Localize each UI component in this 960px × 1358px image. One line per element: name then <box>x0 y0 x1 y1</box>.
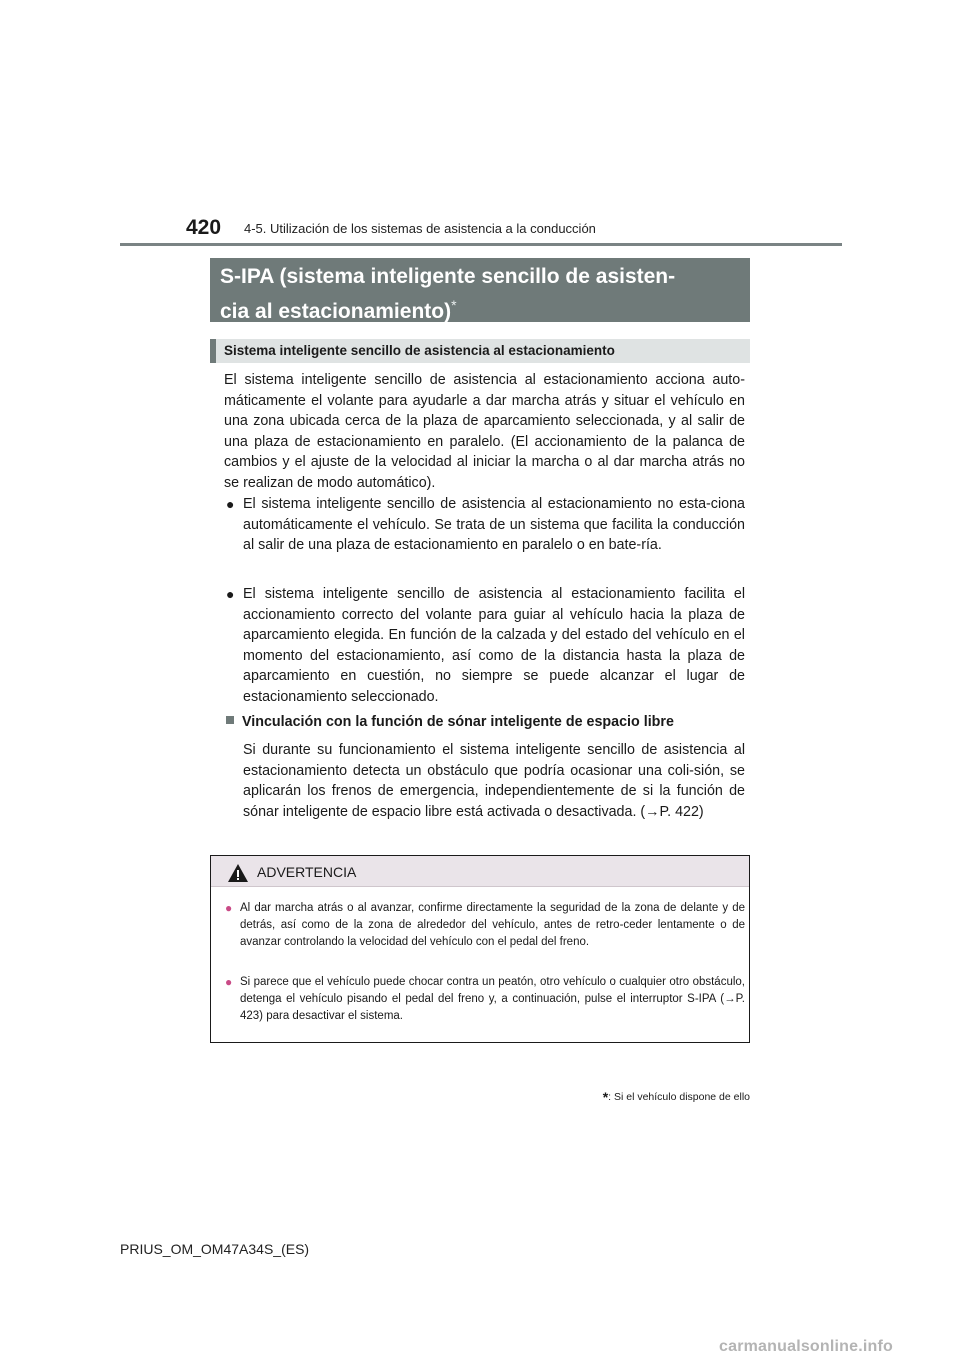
chapter-title: 4-5. Utilización de los sistemas de asistencia a la conducción <box>244 221 596 236</box>
warning-triangle-icon <box>227 863 249 883</box>
warning-item <box>225 900 745 952</box>
document-code: PRIUS_OM_OM47A34S_(ES) <box>120 1241 310 1257</box>
sonar-heading <box>226 714 674 730</box>
warning-item <box>225 974 745 1026</box>
title-asterisk: * <box>451 297 457 313</box>
bullet-icon: ● <box>226 496 235 512</box>
warning-text: Al dar marcha atrás o al avanzar, confirme directamente la seguridad de la zona de delante y de detrás, así como de la zona de alrededor del vehículo, antes de retro-ceder lentamente o de avanzar controlando la velocidad del vehículo con el pedal del freno. <box>240 902 745 949</box>
bullet-icon: ● <box>226 586 235 602</box>
watermark: carmanualsonline.info <box>719 1338 894 1355</box>
section-title-line2: cia al estacionamiento) <box>220 300 452 323</box>
warning-header <box>211 856 749 887</box>
bullet-text: El sistema inteligente sencillo de asistencia al estacionamiento facilita el accionamiento correcto del volante para guiar al vehículo hacia la plaza de aparcamiento elegida. En función de la calzada y del estado del vehículo en el momento del estacionamiento, así como de la distancia hasta la plaza de aparcamiento en cuestión, no siempre se puede alcanzar el lugar de estacionamiento seleccionado. <box>243 586 745 705</box>
square-bullet-icon <box>226 716 234 724</box>
section-title <box>210 258 750 322</box>
sonar-heading-text: Vinculación con la función de sónar inteligente de espacio libre <box>242 714 674 730</box>
footnote-asterisk: * <box>602 1089 609 1105</box>
warning-bullet-icon: ● <box>225 975 233 989</box>
warning-box <box>210 855 750 1043</box>
bullet-text: El sistema inteligente sencillo de asistencia al estacionamiento no esta-ciona automáticamente el vehículo. Se trata de un sistema que facilita la conducción al salir de una plaza de estacionamiento en paralelo o en bate-ría. <box>243 496 745 554</box>
warning-label: ADVERTENCIA <box>257 864 357 880</box>
footnote-text: : Si el vehículo dispone de ello <box>608 1091 750 1103</box>
subheading: Sistema inteligente sencillo de asistencia al estacionamiento <box>210 339 750 363</box>
sonar-paragraph: Si durante su funcionamiento el sistema inteligente sencillo de asistencia al estacionamiento detecta un obstáculo que podría ocasionar una coli-sión, se aplicarán los frenos de emergencia, independientemente de si la función de sónar inteligente de espacio libre está activada o desactivada. (→P. 422) <box>243 742 745 820</box>
header-divider <box>120 243 842 246</box>
warning-text: Si parece que el vehículo puede chocar contra un peatón, otro vehículo o cualquier otro obstáculo, detenga el vehículo pisando el pedal del freno y, a continuación, pulse el interruptor S-IPA (→P. 423) para desactivar el sistema. <box>240 976 745 1023</box>
page-number: 420 <box>186 216 222 239</box>
intro-paragraph: El sistema inteligente sencillo de asistencia al estacionamiento acciona auto-máticamente el volante para ayudarle a dar marcha atrás y situar el vehículo en una zona ubicada cerca de la plaza de aparcamiento seleccionada, y al salir de una plaza de estacionamiento en paralelo. (El accionamiento de la palanca de cambios y el ajuste de la velocidad al iniciar la marcha o al dar marcha atrás no se realizan de modo automático). <box>224 372 745 491</box>
warning-bullet-icon: ● <box>225 901 233 915</box>
bullet-item <box>226 494 745 556</box>
section-title-line1: S-IPA (sistema inteligente sencillo de asisten- <box>220 265 676 288</box>
bullet-item <box>226 584 745 708</box>
footnote <box>603 1089 750 1105</box>
